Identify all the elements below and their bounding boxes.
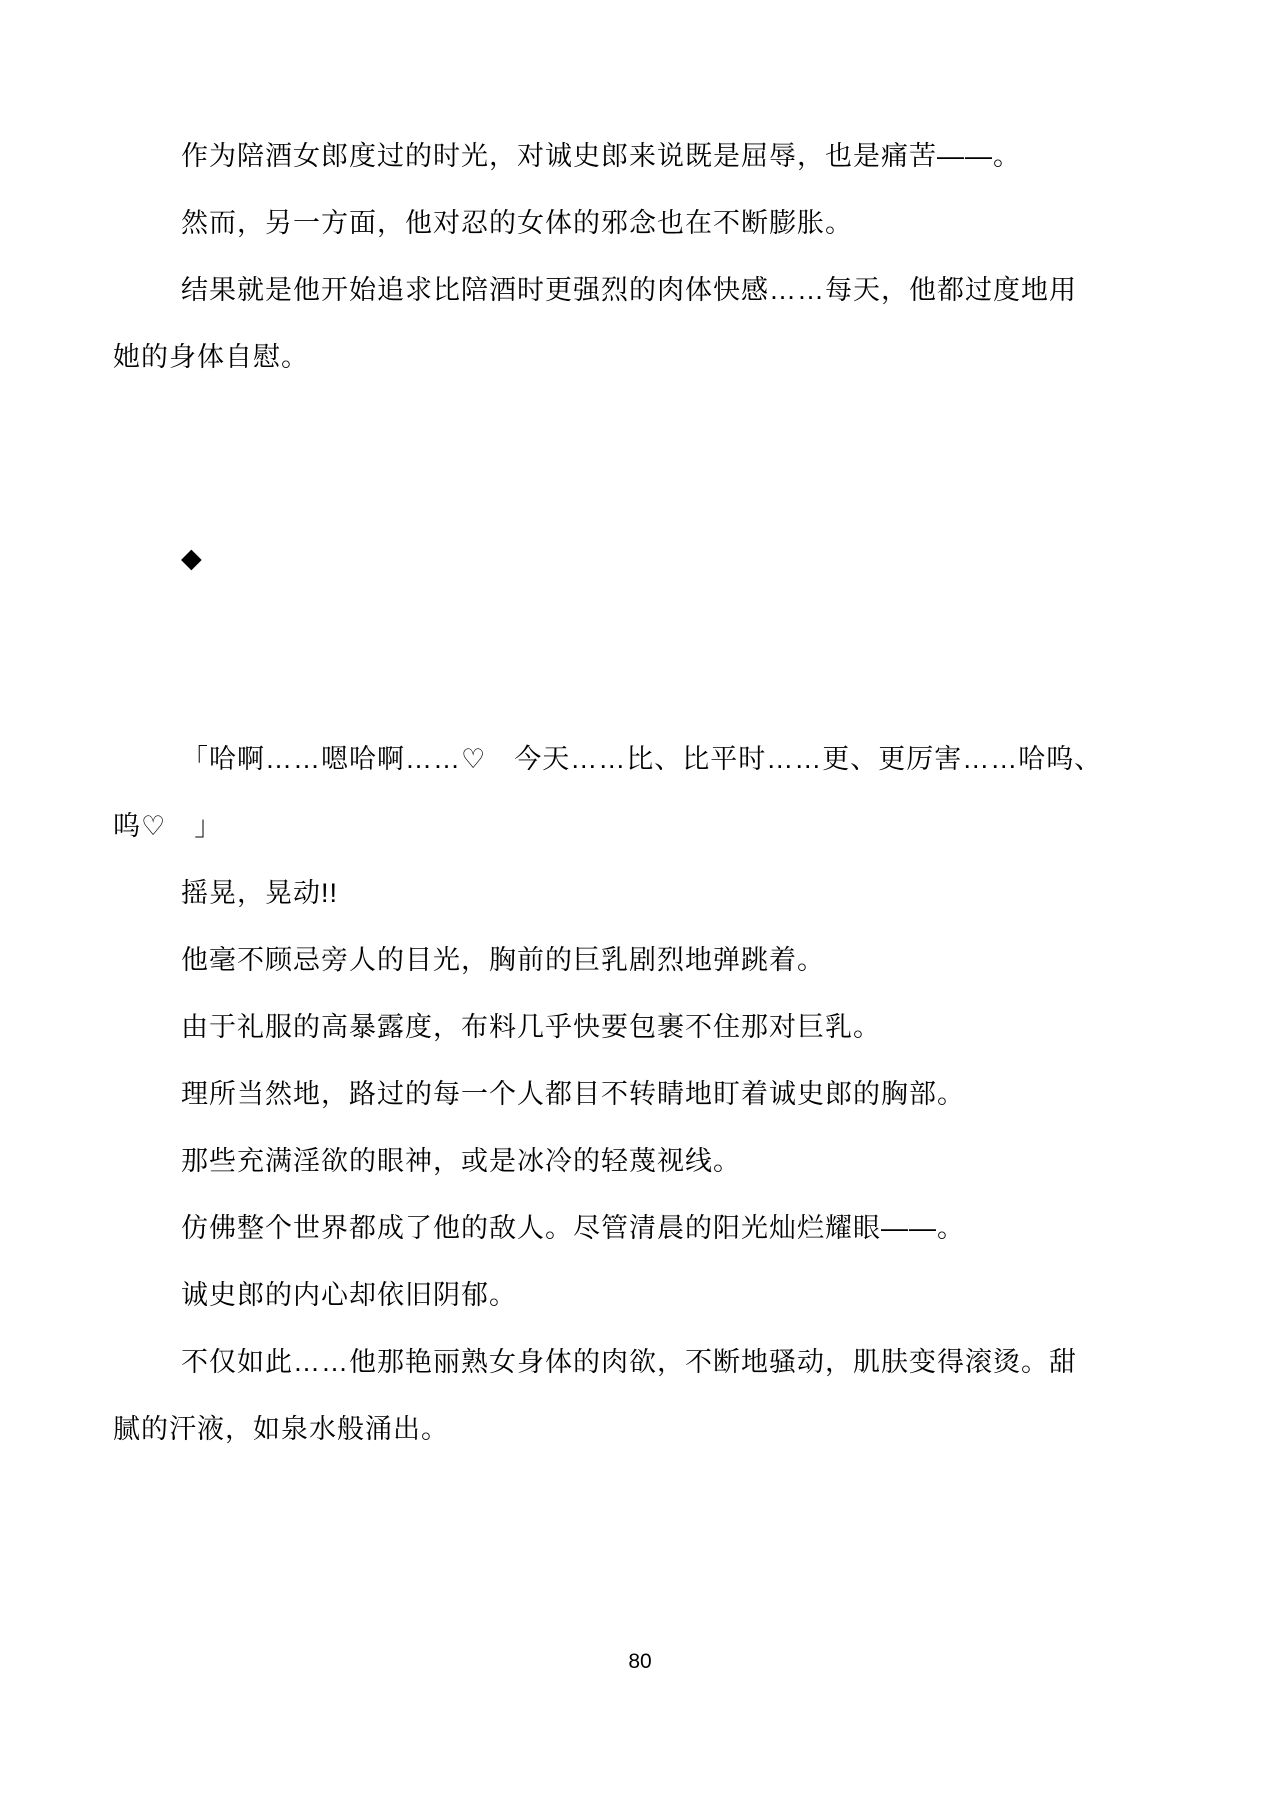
text-line <box>113 458 1169 525</box>
text-line: 呜♡ 」 <box>113 811 223 841</box>
text-line: 「哈啊……嗯哈啊……♡ 今天……比、比平时……更、更厉害……哈呜、 <box>181 744 1103 774</box>
text-line: 摇晃，晃动!! <box>181 878 339 908</box>
text-line: 腻的汗液，如泉水般涌出。 <box>113 1414 449 1444</box>
text-line: 诚史郎的内心却依旧阴郁。 <box>181 1280 517 1310</box>
text-line <box>113 391 1169 458</box>
page-body-text <box>113 123 1169 1463</box>
text-line: 那些充满淫欲的眼神，或是冰冷的轻蔑视线。 <box>181 1146 741 1176</box>
text-line: 由于礼服的高暴露度，布料几乎快要包裹不住那对巨乳。 <box>181 1012 881 1042</box>
text-line: 她的身体自慰。 <box>113 342 309 372</box>
section-break-diamond: ◆ <box>181 543 203 573</box>
page-number: 80 <box>628 1650 652 1673</box>
text-line: 仿佛整个世界都成了他的敌人。尽管清晨的阳光灿烂耀眼——。 <box>181 1213 965 1243</box>
text-line <box>113 659 1169 726</box>
text-line: 结果就是他开始追求比陪酒时更强烈的肉体快感……每天，他都过度地用 <box>181 275 1077 305</box>
text-line: 他毫不顾忌旁人的目光，胸前的巨乳剧烈地弹跳着。 <box>181 945 825 975</box>
text-line: 理所当然地，路过的每一个人都目不转睛地盯着诚史郎的胸部。 <box>181 1079 965 1109</box>
text-line: 作为陪酒女郎度过的时光，对诚史郎来说既是屈辱，也是痛苦——。 <box>181 141 1021 171</box>
text-line: 不仅如此……他那艳丽熟女身体的肉欲，不断地骚动，肌肤变得滚烫。甜 <box>181 1347 1077 1377</box>
text-line: 然而，另一方面，他对忍的女体的邪念也在不断膨胀。 <box>181 208 853 238</box>
text-line <box>113 592 1169 659</box>
